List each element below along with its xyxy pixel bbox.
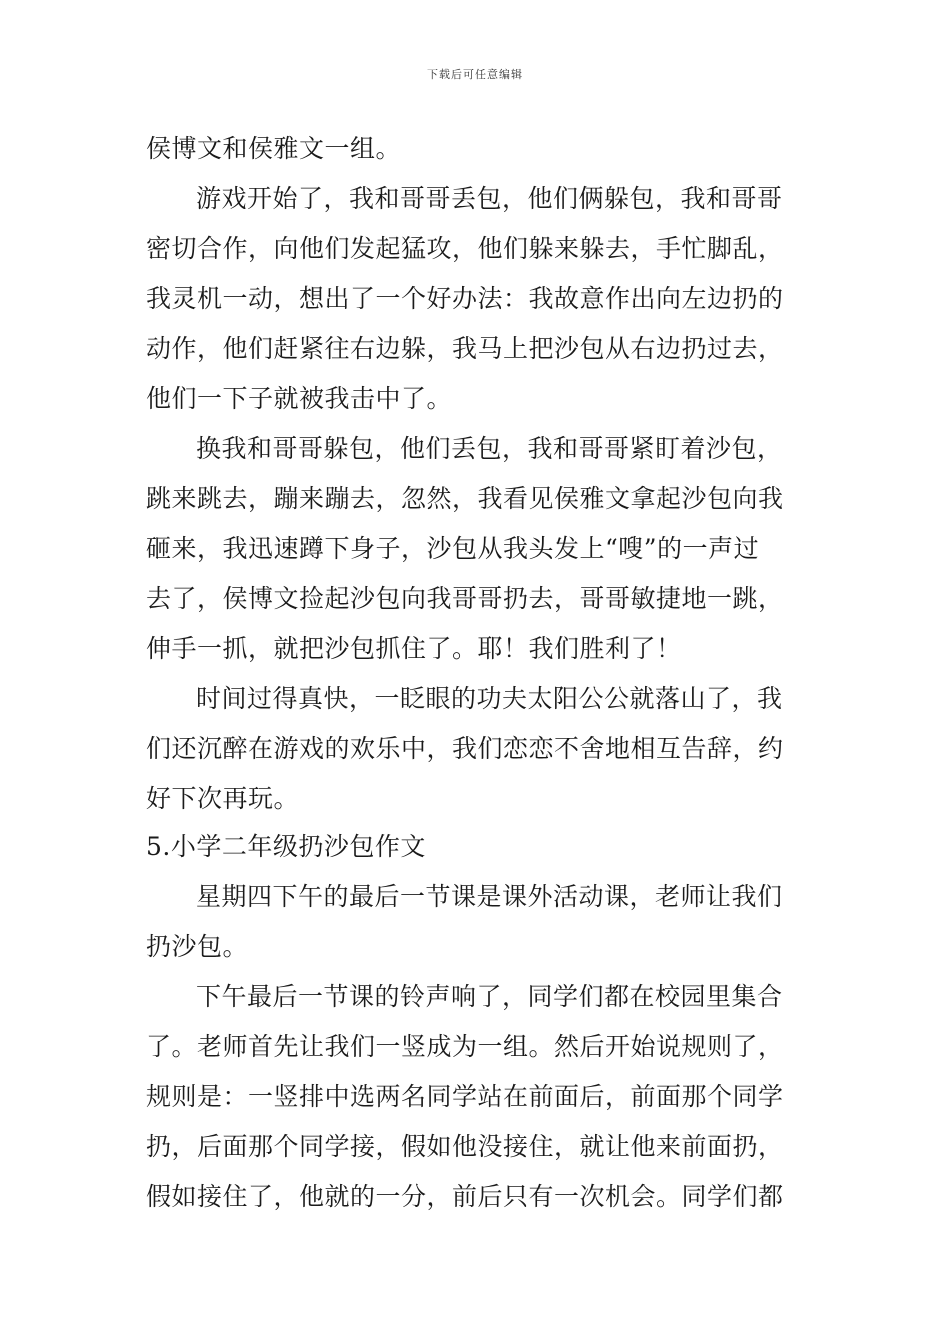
page-header: 下载后可任意编辑 (427, 68, 523, 81)
text-line: 动作，他们赶紧往右边躲，我马上把沙包从右边扔过去， (146, 334, 784, 363)
section-heading: 5.小学二年级扔沙包作文 (146, 832, 426, 861)
text-line: 伸手一抓，就把沙包抓住了。耶！我们胜利了！ (146, 634, 682, 663)
text-line: 好下次再玩。 (146, 784, 300, 813)
text-line: 密切合作，向他们发起猛攻，他们躲来躲去，手忙脚乱， (146, 234, 784, 263)
paragraph-start-line: 星期四下午的最后一节课是课外活动课，老师让我们 (196, 882, 783, 911)
text-line: 假如接住了，他就的一分，前后只有一次机会。同学们都 (146, 1182, 784, 1211)
text-line: 扔沙包。 (146, 932, 249, 961)
text-line: 侯博文和侯雅文一组。 (146, 134, 402, 163)
paragraph-start-line: 换我和哥哥躲包，他们丢包，我和哥哥紧盯着沙包， (196, 434, 783, 463)
text-line: 了。老师首先让我们一竖成为一组。然后开始说规则了， (146, 1032, 784, 1061)
text-line: 去了，侯博文捡起沙包向我哥哥扔去，哥哥敏捷地一跳， (146, 584, 784, 613)
paragraph-start-line: 下午最后一节课的铃声响了，同学们都在校园里集合 (196, 982, 783, 1011)
text-line: 我灵机一动，想出了一个好办法：我故意作出向左边扔的 (146, 284, 784, 313)
text-line: 跳来跳去，蹦来蹦去，忽然，我看见侯雅文拿起沙包向我 (146, 484, 784, 513)
text-line: 扔，后面那个同学接，假如他没接住，就让他来前面扔， (146, 1132, 784, 1161)
text-line: 他们一下子就被我击中了。 (146, 384, 453, 413)
paragraph-start-line: 时间过得真快，一眨眼的功夫太阳公公就落山了，我 (196, 684, 783, 713)
text-line: 砸来，我迅速蹲下身子，沙包从我头发上“嗖”的一声过 (146, 534, 760, 563)
text-line: 规则是：一竖排中选两名同学站在前面后，前面那个同学 (146, 1082, 784, 1111)
text-line: 们还沉醉在游戏的欢乐中，我们恋恋不舍地相互告辞，约 (146, 734, 784, 763)
paragraph-start-line: 游戏开始了，我和哥哥丢包，他们俩躲包，我和哥哥 (196, 184, 783, 213)
